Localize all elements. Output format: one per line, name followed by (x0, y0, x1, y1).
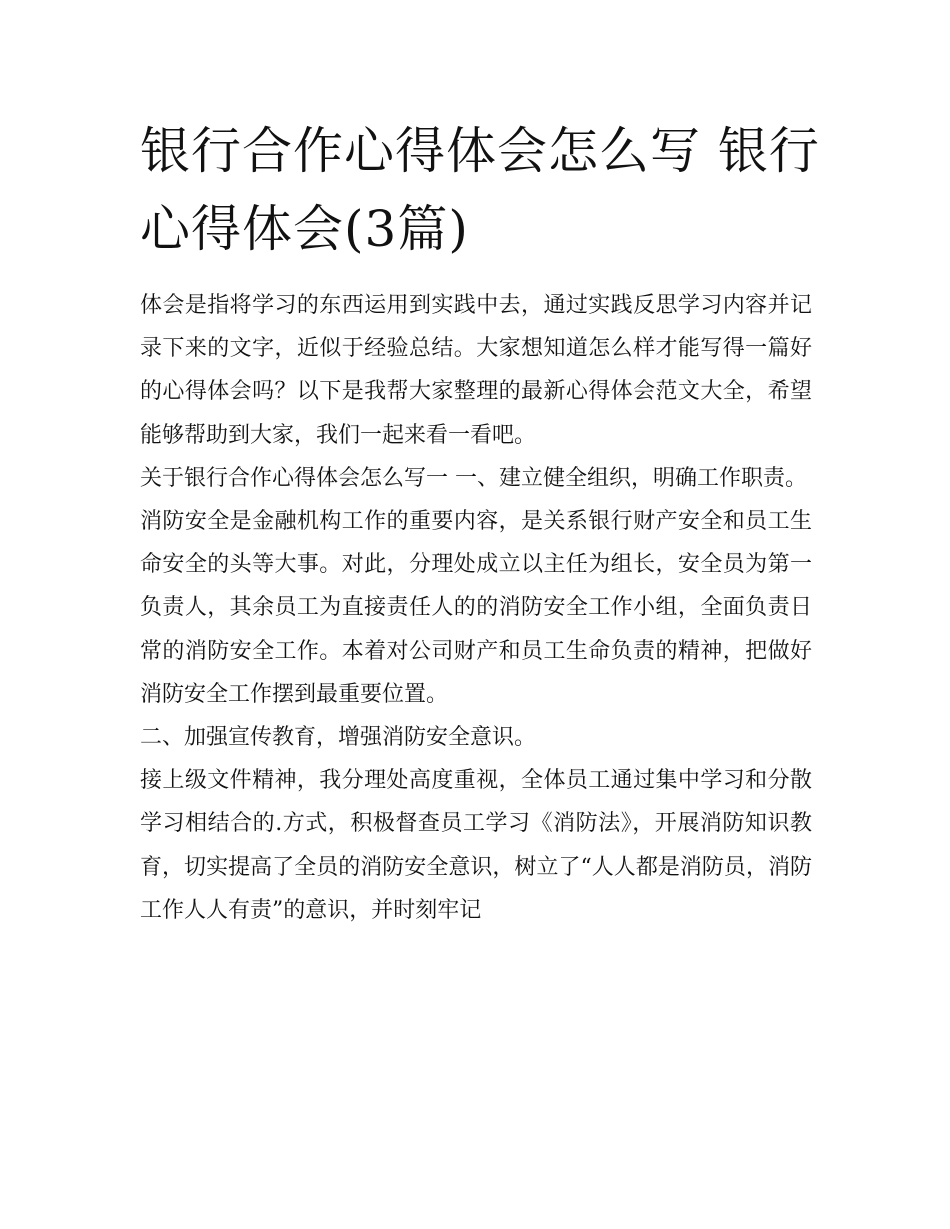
fire-safety-paragraph: 消防安全是金融机构工作的重要内容，是关系银行财产安全和员工生命安全的头等大事。对此，分理处成立以主任为组长，安全员为第一负责人，其余员工为直接责任人的的消防安全工作小组，全面负责日常的消防安全工作。本着对公司财产和员工生命负责的精神，把做好消防安全工作摆到最重要位置。 (140, 509, 812, 707)
section-two-heading-paragraph: 二、加强宣传教育，增强消防安全意识。 (140, 725, 537, 751)
education-paragraph: 接上级文件精神，我分理处高度重视，全体员工通过集中学习和分散学习相结合的.方式，积极督查员工学习《消防法》，开展消防知识教育，切实提高了全员的消防安全意识，树立了“人人都是消防员，消防工作人人有责”的意识，并时刻牢记 (140, 768, 812, 923)
section-one-heading-paragraph: 关于银行合作心得体会怎么写一 一、建立健全组织，明确工作职责。 (140, 465, 807, 491)
document-body (140, 284, 812, 932)
document-title: 银行合作心得体会怎么写 银行心得体会(3篇) (140, 122, 820, 258)
intro-paragraph: 体会是指将学习的东西运用到实践中去，通过实践反思学习内容并记录下来的文字，近似于经验总结。大家想知道怎么样才能写得一篇好的心得体会吗？以下是我帮大家整理的最新心得体会范文大全，希望能够帮助到大家，我们一起来看一看吧。 (140, 293, 812, 448)
